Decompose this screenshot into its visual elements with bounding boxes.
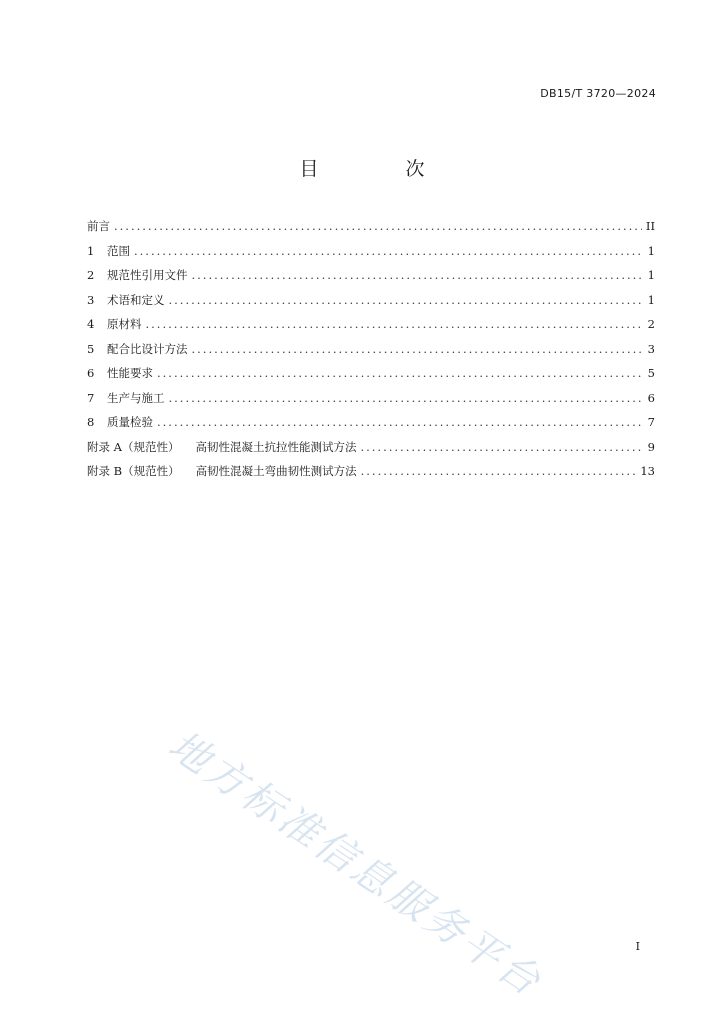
toc-entry-label: 质量检验 [107,415,153,429]
toc-entry-number: 8 [87,415,95,429]
toc-leader-dots [114,219,642,233]
toc-entry-2[interactable] [87,267,655,292]
toc-entry-page: II [645,219,655,233]
toc-leader-dots [192,268,644,282]
annex-prefix: 附录 A（规范性） [87,439,180,454]
toc-entry-label: 配合比设计方法 [107,341,188,356]
toc-entry-page: 1 [647,268,655,282]
standard-code: DB15/T 3720—2024 [540,87,656,100]
page-number: I [635,940,640,953]
toc-entry-number: 4 [87,317,95,331]
toc-entry-page: 13 [640,464,655,478]
toc-leader-dots [360,440,643,454]
toc-entry-5[interactable] [87,341,655,366]
toc-entry-label: 原材料 [107,317,142,331]
toc-entry-annex-b[interactable] [87,463,655,488]
toc-entry-page: 9 [647,439,655,454]
toc-leader-dots [146,317,644,331]
toc-entry-label: 性能要求 [107,366,153,380]
toc-entry-foreword[interactable] [87,218,655,243]
toc-entry-page: 3 [647,341,655,356]
toc-entry-3[interactable] [87,292,655,317]
toc-leader-dots [134,244,644,258]
toc-entry-label: 范围 [107,243,130,258]
toc-entry-8[interactable] [87,414,655,439]
toc-entry-label: 规范性引用文件 [107,268,188,282]
toc-entry-1[interactable] [87,243,655,268]
toc-entry-6[interactable] [87,365,655,390]
toc-entry-label: 高韧性混凝土抗拉性能测试方法 [195,439,357,454]
toc-entry-number: 6 [87,366,95,380]
toc-entry-page: 6 [647,390,655,405]
toc-entry-page: 2 [647,317,655,331]
toc-entry-label: 前言 [87,219,110,233]
toc-entry-number: 3 [87,292,95,307]
toc-entry-4[interactable] [87,316,655,341]
toc-entry-7[interactable] [87,390,655,415]
toc-leader-dots [361,464,637,478]
toc-leader-dots [157,415,644,429]
toc-entry-annex-a[interactable] [87,439,655,464]
toc-leader-dots [169,293,644,307]
toc-entry-page: 5 [647,366,655,380]
watermark: 地方标准信息服务平台 [160,722,551,1007]
toc-entry-label: 生产与施工 [107,390,165,405]
toc-entry-number: 1 [87,243,95,258]
toc-entry-page: 1 [647,292,655,307]
toc-entry-number: 2 [87,268,95,282]
annex-prefix: 附录 B（规范性） [87,464,180,478]
toc-leader-dots [157,366,644,380]
toc-entry-number: 5 [87,341,95,356]
toc-leader-dots [192,342,644,356]
toc-entry-label: 术语和定义 [107,292,165,307]
toc-entry-page: 7 [647,415,655,429]
toc-entry-page: 1 [647,243,655,258]
toc-entry-number: 7 [87,390,95,405]
toc-entry-label: 高韧性混凝土弯曲韧性测试方法 [195,464,357,478]
toc-leader-dots [169,391,644,405]
toc-title: 目 次 [299,158,459,180]
table-of-contents [87,218,655,488]
